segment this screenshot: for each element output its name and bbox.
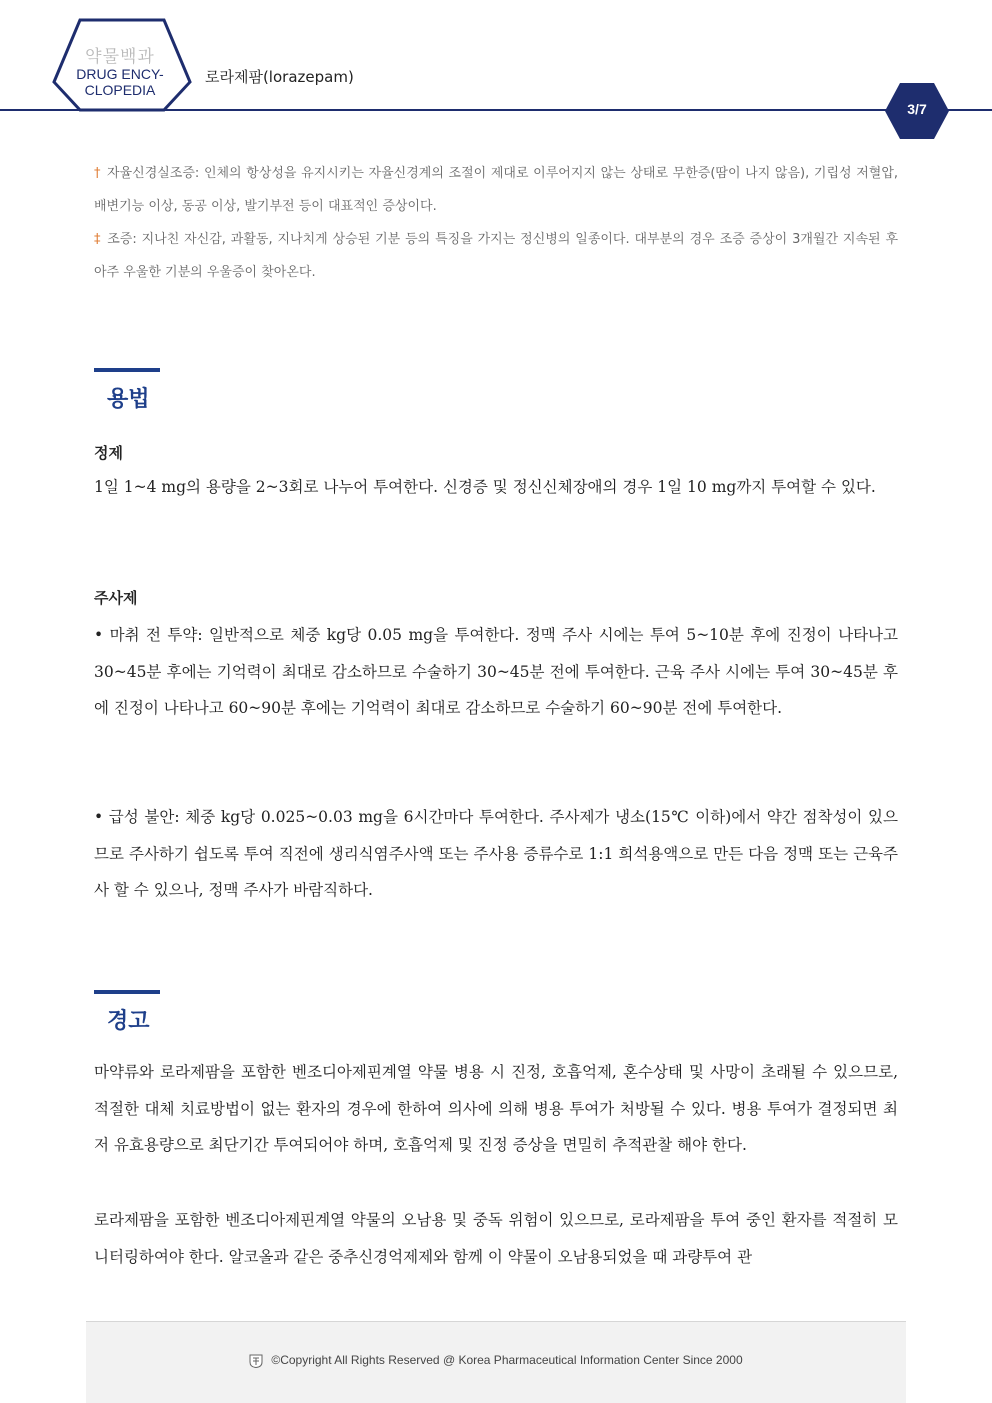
subheading-tablet: 정제 (94, 444, 123, 462)
logo-korean: 약물백과 (85, 47, 155, 67)
footnotes (94, 157, 898, 289)
subheading-injection: 주사제 (94, 589, 138, 607)
page-header (0, 0, 992, 140)
section-title-warning: 경고 (107, 1009, 150, 1034)
drug-title: 로라제팜(lorazepam) (205, 68, 354, 86)
paragraph-injection-premedication: • 마취 전 투약: 일반적으로 체중 kg당 0.05 mg을 투여한다. 정맥 주사 시에는 투여 5~10분 후에 진정이 나타나고 30~45분 후에는 기억력이 최대로 감소하므로 수술하기 30~45분 전에 투여한다. 근육 주사 시에는 투여 30~45분 후에 진정이 나타나고 60~90분 후에는 기억력이 최대로 감소하므로 수술하기 60~90분 전에 투여한다. (94, 626, 898, 717)
section-accent-bar (94, 368, 160, 372)
footer-copyright-row (86, 1353, 906, 1368)
footer-copyright-text: ©Copyright All Rights Reserved @ Korea Pharmaceutical Information Center Since 2000 (271, 1353, 743, 1367)
page-number: 3/7 (907, 101, 927, 117)
paragraph-tablet: 1일 1~4 mg의 용량을 2~3회로 나누어 투여한다. 신경증 및 정신신체장애의 경우 1일 10 mg까지 투여할 수 있다. (94, 478, 876, 496)
kpic-emblem-icon (249, 1354, 263, 1368)
paragraph-injection-acute-anxiety: • 급성 불안: 체중 kg당 0.025~0.03 mg을 6시간마다 투여한다. 주사제가 냉소(15℃ 이하)에서 약간 점착성이 있으므로 주사하기 쉽도록 투여 직전에 생리식염주사액 또는 주사용 증류수로 1:1 희석용액으로 만든 다음 정맥 또는 근육주사 할 수 있으나, 정맥 주사가 바람직하다. (94, 808, 898, 899)
page-footer (86, 1321, 906, 1403)
logo-english (60, 66, 180, 98)
paragraph-warning-2: 로라제팜을 포함한 벤조디아제핀계열 약물의 오남용 및 중독 위험이 있으므로, 로라제팜을 투여 중인 환자를 적절히 모니터링하여야 한다. 알코올과 같은 중추신경억제제와 함께 이 약물이 오남용되었을 때 과량투여 관 (94, 1211, 898, 1266)
double-dagger-symbol: ‡ (94, 232, 102, 247)
header-divider (0, 109, 992, 111)
footnote-item (94, 223, 898, 289)
footnote-text: 자율신경실조증: 인체의 항상성을 유지시키는 자율신경계의 조절이 제대로 이루어지지 않는 상태로 무한증(땀이 나지 않음), 기립성 저혈압, 배변기능 이상, 동공 이상, 발기부전 등이 대표적인 증상이다. (94, 166, 899, 214)
logo-english-line2: CLOPEDIA (84, 82, 156, 98)
paragraph-warning-1: 마약류와 로라제팜을 포함한 벤조디아제핀계열 약물 병용 시 진정, 호흡억제, 혼수상태 및 사망이 초래될 수 있으므로, 적절한 대체 치료방법이 없는 환자의 경우에 한하여 의사에 의해 병용 투여가 처방될 수 있다. 병용 투여가 결정되면 최저 유효용량으로 최단기간 투여되어야 하며, 호흡억제 및 진정 증상을 면밀히 추적관찰 해야 한다. (94, 1063, 898, 1154)
dagger-symbol: † (94, 166, 102, 181)
footnote-item (94, 157, 898, 223)
logo-english-line1: DRUG ENCY- (76, 66, 164, 82)
footnote-text: 조증: 지나친 자신감, 과활동, 지나치게 상승된 기분 등의 특징을 가지는 정신병의 일종이다. 대부분의 경우 조증 증상이 3개월간 지속된 후 아주 우울한 기분의 우울증이 찾아온다. (94, 232, 899, 280)
section-accent-bar (94, 990, 160, 994)
section-title-usage: 용법 (107, 387, 150, 412)
